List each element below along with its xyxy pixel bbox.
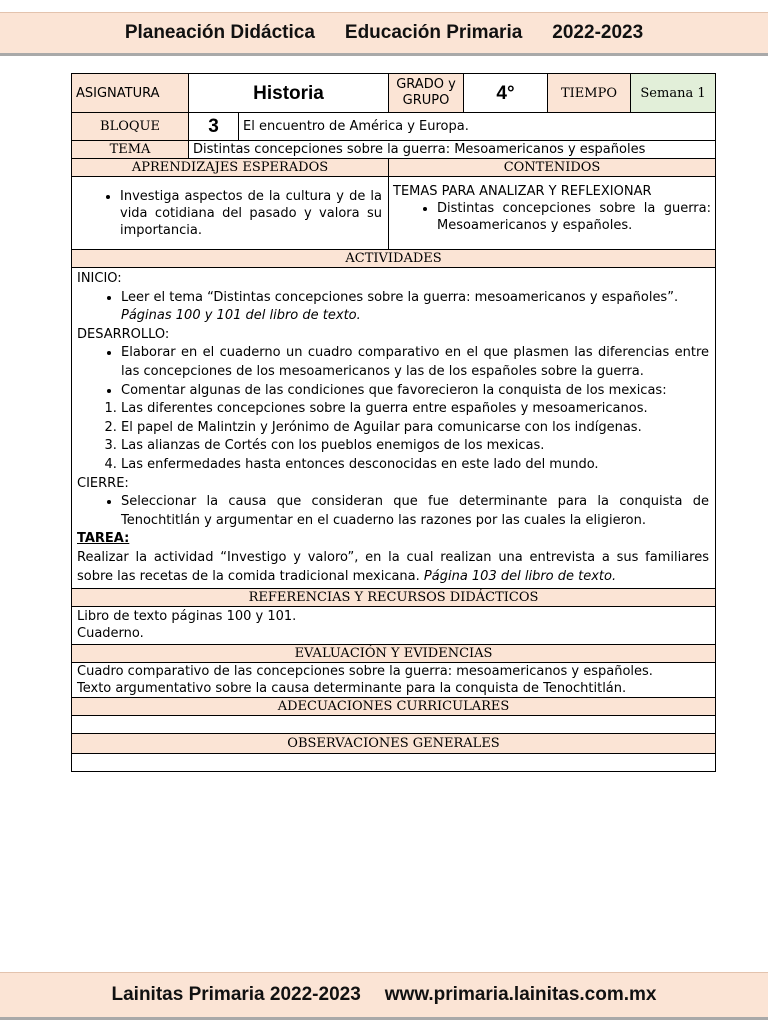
tarea-text: Realizar la actividad “Investigo y valoro”, en la cual realizan una entrevista a sus familiares sobre las recetas de la comida tradicional mexicana. bbox=[77, 549, 710, 584]
observaciones-row bbox=[72, 754, 716, 772]
contenidos-list bbox=[393, 200, 711, 234]
referencia-line: Cuaderno. bbox=[77, 626, 144, 642]
bloque-row bbox=[72, 113, 716, 141]
footer-banner bbox=[0, 972, 768, 1020]
tema-row bbox=[72, 141, 716, 159]
evaluacion-row bbox=[72, 663, 716, 698]
tiempo-label: TIEMPO bbox=[548, 74, 631, 113]
contenidos-header: CONTENIDOS bbox=[389, 159, 716, 177]
bloque-label: BLOQUE bbox=[72, 113, 189, 141]
aprendizajes-header: APRENDIZAJES ESPERADOS bbox=[72, 159, 389, 177]
contenido-item: • Distintas concepciones sobre la guerra: Mesoamericanos y españoles. bbox=[437, 200, 711, 234]
aprendizajes-cell bbox=[72, 177, 389, 250]
actividades-cell bbox=[72, 268, 716, 589]
evaluacion-header-row bbox=[72, 645, 716, 663]
referencias-row bbox=[72, 607, 716, 645]
header-title: Planeación Didáctica bbox=[124, 22, 315, 43]
bloque-text: El encuentro de América y Europa. bbox=[239, 113, 716, 141]
referencias-header-row bbox=[72, 589, 716, 607]
actividades-header: ACTIVIDADES bbox=[72, 250, 716, 268]
aprendizajes-list bbox=[76, 188, 382, 239]
adecuaciones-header-row bbox=[72, 698, 716, 716]
inicio-item bbox=[121, 289, 709, 326]
evaluacion-cell bbox=[72, 663, 716, 698]
inicio-label: INICIO: bbox=[77, 271, 122, 286]
asignatura-value: Historia bbox=[189, 74, 389, 113]
inicio-ref: Páginas 100 y 101 del libro de texto. bbox=[121, 308, 361, 324]
tarea-label: TAREA: bbox=[77, 531, 130, 547]
adecuaciones-header: ADECUACIONES CURRICULARES bbox=[72, 698, 716, 716]
aprendizaje-item: • Investiga aspectos de la cultura y de la vida cotidiana del pasado y valora su importancia. bbox=[120, 188, 382, 239]
cierre-label: CIERRE: bbox=[77, 475, 129, 491]
actividades-row bbox=[72, 268, 716, 589]
referencias-cell bbox=[72, 607, 716, 645]
evaluacion-line: Cuadro comparativo de las concepciones sobre la guerra: mesoamericanos y españoles. bbox=[77, 664, 653, 680]
condicion-item: 1. Las diferentes concepciones sobre la guerra entre españoles y mesoamericanos. bbox=[121, 400, 709, 419]
adecuaciones-cell bbox=[72, 716, 716, 734]
condicion-item: 4. Las enfermedades hasta entonces desconocidas en este lado del mundo. bbox=[121, 456, 709, 475]
observaciones-cell bbox=[72, 754, 716, 772]
contenidos-subheader: TEMAS PARA ANALIZAR Y REFLEXIONAR bbox=[393, 184, 652, 199]
condicion-item: 2. El papel de Malintzin y Jerónimo de Aguilar para comunicarse con los indígenas. bbox=[121, 419, 709, 438]
adecuaciones-row bbox=[72, 716, 716, 734]
cierre-item: • Seleccionar la causa que consideran que fue determinante para la conquista de Tenochtitlán y argumentar en el cuaderno las razones por las cuales la eligieron. bbox=[121, 493, 709, 530]
bloque-value: 3 bbox=[189, 113, 239, 141]
inicio-text: Leer el tema “Distintas concepciones sobre la guerra: mesoamericanos y españoles”. bbox=[121, 289, 679, 305]
tarea-ref: Página 103 del libro de texto. bbox=[423, 568, 617, 584]
contenidos-cell bbox=[389, 177, 716, 250]
observaciones-header: OBSERVACIONES GENERALES bbox=[72, 734, 716, 754]
info-row bbox=[72, 74, 716, 113]
condicion-item: 3. Las alianzas de Cortés con los pueblos enemigos de los mexicas. bbox=[121, 437, 709, 456]
lesson-plan-table bbox=[71, 73, 716, 772]
tema-value: Distintas concepciones sobre la guerra: Mesoamericanos y españoles bbox=[189, 141, 716, 159]
aprendizajes-contenidos-row bbox=[72, 177, 716, 250]
footer-brand: Lainitas Primaria 2022-2023 bbox=[111, 984, 361, 1005]
actividades-header-row bbox=[72, 250, 716, 268]
grado-label: GRADO y GRUPO bbox=[389, 74, 464, 113]
desarrollo-label: DESARROLLO: bbox=[77, 326, 170, 342]
condiciones-list bbox=[77, 400, 709, 474]
grado-value: 4° bbox=[464, 74, 548, 113]
asignatura-label: ASIGNATURA bbox=[72, 74, 189, 113]
header-level: Educación Primaria bbox=[344, 22, 523, 43]
header-year: 2022-2023 bbox=[552, 22, 644, 43]
desarrollo-item: • Elaborar en el cuaderno un cuadro comparativo en el que plasmen las diferencias entre las concepciones de los mesoamericanos y las de los españoles sobre la guerra. bbox=[121, 344, 709, 381]
observaciones-header-row bbox=[72, 734, 716, 754]
tema-label: TEMA bbox=[72, 141, 189, 159]
desarrollo-item: • Comentar algunas de las condiciones que favorecieron la conquista de los mexicas: bbox=[121, 382, 709, 401]
cierre-list bbox=[77, 493, 709, 530]
tarea-paragraph bbox=[77, 549, 709, 586]
inicio-list bbox=[77, 289, 709, 326]
desarrollo-list bbox=[77, 344, 709, 400]
section-headers-row bbox=[72, 159, 716, 177]
footer-url[interactable]: www.primaria.lainitas.com.mx bbox=[384, 984, 657, 1005]
header-banner bbox=[0, 12, 768, 56]
referencia-line: Libro de texto páginas 100 y 101. bbox=[77, 609, 297, 625]
evaluacion-header: EVALUACIÓN Y EVIDENCIAS bbox=[72, 645, 716, 663]
evaluacion-line: Texto argumentativo sobre la causa determinante para la conquista de Tenochtitlán. bbox=[77, 681, 627, 697]
referencias-header: REFERENCIAS Y RECURSOS DIDÁCTICOS bbox=[72, 589, 716, 607]
tiempo-value: Semana 1 bbox=[631, 74, 716, 113]
